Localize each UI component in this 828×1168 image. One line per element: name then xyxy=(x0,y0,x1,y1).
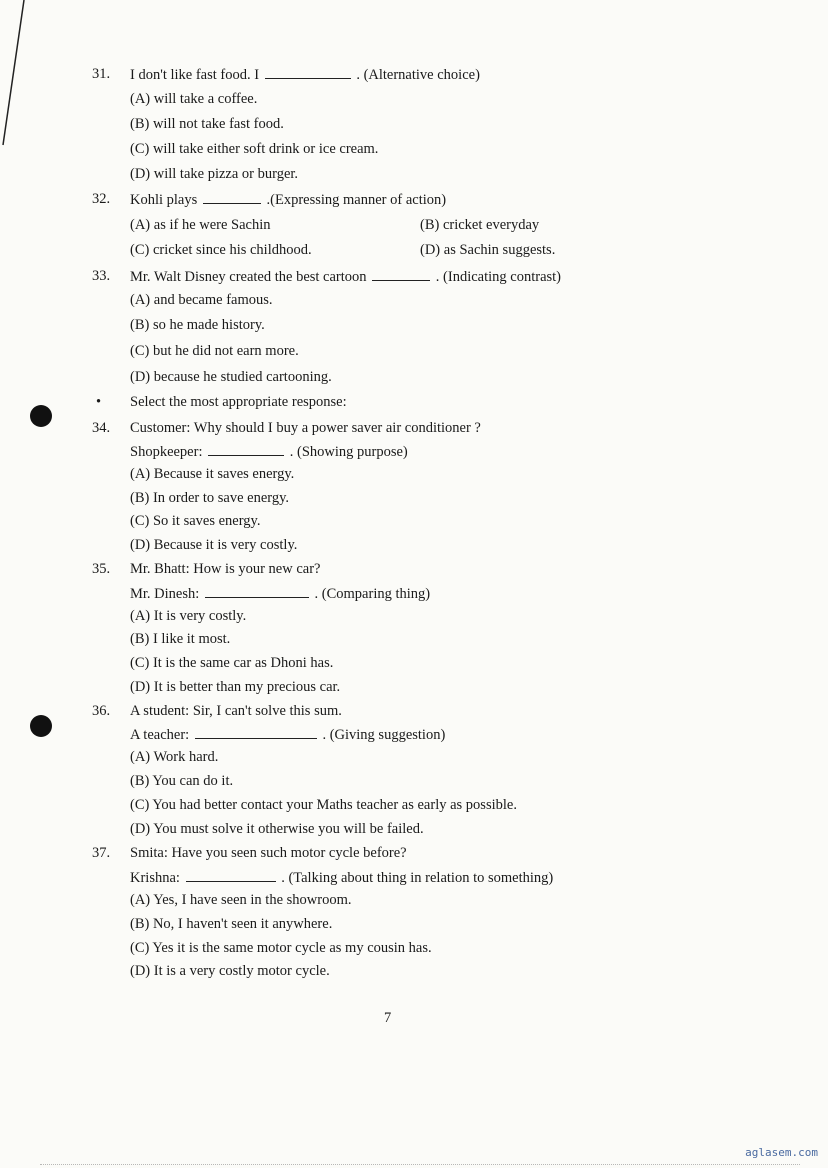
option: (B) will not take fast food. xyxy=(130,116,284,132)
response-line: Krishna: . (Talking about thing in relation to something) xyxy=(130,870,554,886)
option: (D) You must solve it otherwise you will be failed. xyxy=(130,821,424,837)
option: (D) It is better than my precious car. xyxy=(130,679,341,695)
answer-blank xyxy=(205,585,309,598)
question-stem: Mr. Bhatt: How is your new car? xyxy=(130,561,321,577)
question-stem: Customer: Why should I buy a power saver air conditioner ? xyxy=(130,420,481,436)
response-line: Shopkeeper: . (Showing purpose) xyxy=(130,444,408,460)
answer-blank xyxy=(195,726,317,739)
option: (B) I like it most. xyxy=(130,631,231,647)
option: (D) It is a very costly motor cycle. xyxy=(130,963,330,979)
option: (A) Because it saves energy. xyxy=(130,466,295,482)
option: (D) because he studied cartooning. xyxy=(130,369,332,385)
bullet: • xyxy=(96,394,102,410)
option: (B) so he made history. xyxy=(130,317,265,333)
watermark: aglasem.com xyxy=(745,1146,818,1159)
answer-blank xyxy=(186,869,276,882)
section-instruction: Select the most appropriate response: xyxy=(130,394,347,410)
option: (C) So it saves energy. xyxy=(130,513,261,529)
answer-blank xyxy=(372,268,430,281)
punch-hole xyxy=(30,405,52,427)
option: (A) will take a coffee. xyxy=(130,91,258,107)
answer-blank xyxy=(265,66,351,79)
question-stem: Mr. Walt Disney created the best cartoon . (Indicating contrast) xyxy=(130,269,561,285)
question-number: 32. xyxy=(92,191,111,207)
option: (B) No, I haven't seen it anywhere. xyxy=(130,916,333,932)
option: (C) You had better contact your Maths teacher as early as possible. xyxy=(130,797,517,813)
option: (A) as if he were Sachin xyxy=(130,217,271,233)
option: (C) cricket since his childhood. xyxy=(130,242,312,258)
question-stem: Smita: Have you seen such motor cycle before? xyxy=(130,845,407,861)
option: (B) You can do it. xyxy=(130,773,234,789)
option: (A) It is very costly. xyxy=(130,608,247,624)
option: (A) Yes, I have seen in the showroom. xyxy=(130,892,352,908)
answer-blank xyxy=(208,443,284,456)
option: (B) In order to save energy. xyxy=(130,490,290,506)
option: (A) and became famous. xyxy=(130,292,273,308)
question-stem: Kohli plays .(Expressing manner of action) xyxy=(130,192,447,208)
option: (C) will take either soft drink or ice cream. xyxy=(130,141,379,157)
question-number: 34. xyxy=(92,420,111,436)
response-line: A teacher: . (Giving suggestion) xyxy=(130,727,446,743)
option: (C) Yes it is the same motor cycle as my cousin has. xyxy=(130,940,432,956)
scan-edge-line xyxy=(0,0,30,150)
option: (B) cricket everyday xyxy=(420,217,540,233)
option: (D) will take pizza or burger. xyxy=(130,166,299,182)
scan-noise xyxy=(40,1158,800,1165)
response-line: Mr. Dinesh: . (Comparing thing) xyxy=(130,586,431,602)
answer-blank xyxy=(203,191,261,204)
option: (D) Because it is very costly. xyxy=(130,537,298,553)
question-number: 31. xyxy=(92,66,111,82)
question-stem: A student: Sir, I can't solve this sum. xyxy=(130,703,342,719)
option: (C) It is the same car as Dhoni has. xyxy=(130,655,334,671)
page-number: 7 xyxy=(384,1010,392,1026)
option: (A) Work hard. xyxy=(130,749,219,765)
question-number: 37. xyxy=(92,845,111,861)
option: (C) but he did not earn more. xyxy=(130,343,299,359)
question-stem: I don't like fast food. I . (Alternative choice) xyxy=(130,67,480,83)
question-number: 35. xyxy=(92,561,111,577)
question-number: 33. xyxy=(92,268,111,284)
punch-hole xyxy=(30,715,52,737)
option: (D) as Sachin suggests. xyxy=(420,242,556,258)
question-number: 36. xyxy=(92,703,111,719)
